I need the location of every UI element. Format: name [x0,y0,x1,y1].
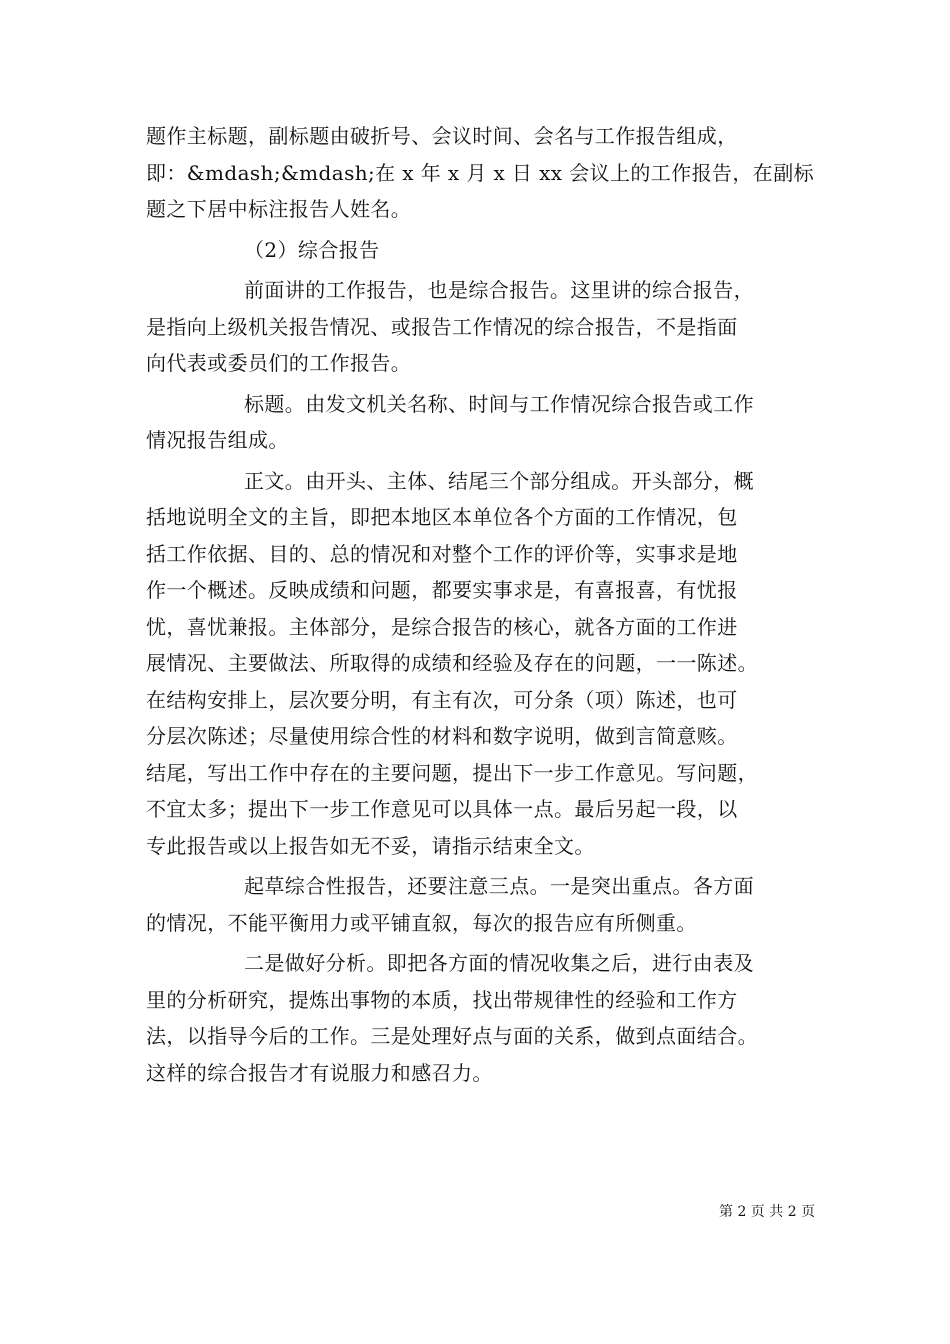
text-line: 括工作依据、目的、总的情况和对整个工作的评价等，实事求是地 [146,541,738,566]
text-line: 专此报告或以上报告如无不妥，请指示结束全文。 [146,833,595,858]
text-line: 分层次陈述；尽量使用综合性的材料和数字说明，做到言简意赅。 [146,724,738,748]
text-line: 标题。由发文机关名称、时间与工作情况综合报告或工作 [244,391,754,416]
text-line: 这样的综合报告才有说服力和感召力。 [146,1060,493,1085]
text-line: 正文。由开头、主体、结尾三个部分组成。开头部分，概 [244,468,754,493]
text-line: 题之下居中标注报告人姓名。 [146,197,412,221]
text-line: 题作主标题，副标题由破折号、会议时间、会名与工作报告组成， [146,124,738,148]
text-line: 前面讲的工作报告，也是综合报告。这里讲的综合报告， [244,278,754,302]
text-line: 即：&mdash;&mdash;在 x 年 x 月 x 日 xx 会议上的工作报告，在副标 [146,160,815,185]
text-line: 法，以指导今后的工作。三是处理好点与面的关系，做到点面结合。 [146,1024,758,1048]
text-line: 在结构安排上，层次要分明，有主有次，可分条（项）陈述，也可 [146,687,738,712]
text-line: 里的分析研究，提炼出事物的本质，找出带规律性的经验和工作方 [146,987,738,1012]
text-line: 括地说明全文的主旨，即把本地区本单位各个方面的工作情况，包 [146,505,738,529]
text-line: 向代表或委员们的工作报告。 [146,351,412,375]
text-line: 二是做好分析。即把各方面的情况收集之后，进行由表及 [244,951,754,975]
text-line: 是指向上级机关报告情况、或报告工作情况的综合报告，不是指面 [146,314,738,339]
text-line: 不宜太多；提出下一步工作意见可以具体一点。最后另起一段，以 [146,797,738,821]
text-line: 的情况，不能平衡用力或平铺直叙，每次的报告应有所侧重。 [146,910,697,935]
text-line: （2）综合报告 [244,237,380,262]
text-line: 起草综合性报告，还要注意三点。一是突出重点。各方面 [244,874,754,898]
document-body [146,118,814,1091]
text-line: 结尾，写出工作中存在的主要问题，提出下一步工作意见。写问题， [146,760,758,785]
text-line: 忧，喜忧兼报。主体部分，是综合报告的核心，就各方面的工作进 [146,614,738,639]
text-line: 情况报告组成。 [146,428,289,452]
page-footer: 第 2 页 共 2 页 [719,1204,816,1220]
text-line: 作一个概述。反映成绩和问题，都要实事求是，有喜报喜，有忧报 [146,578,738,602]
text-line: 展情况、主要做法、所取得的成绩和经验及存在的问题，一一陈述。 [146,651,758,675]
